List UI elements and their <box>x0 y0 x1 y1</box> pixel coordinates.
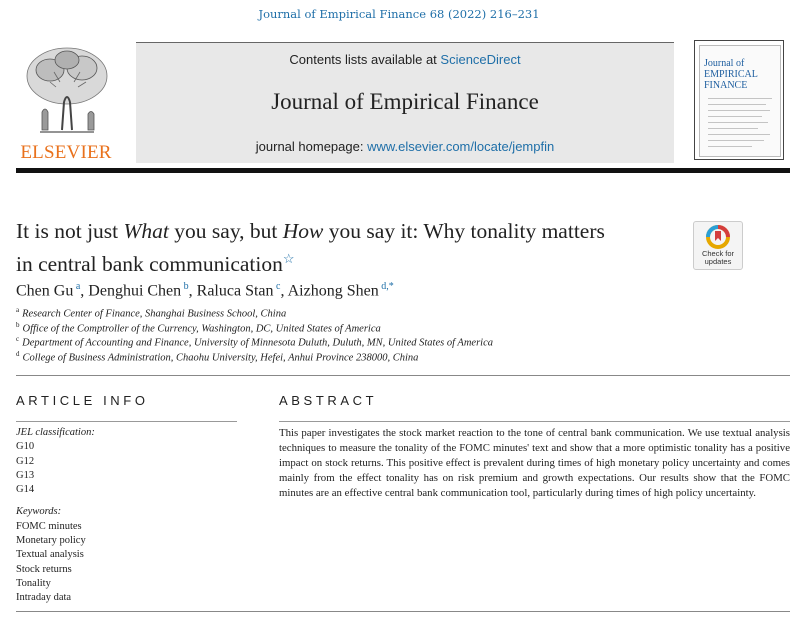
journal-title: Journal of Empirical Finance <box>271 89 539 114</box>
header-divider <box>16 168 790 173</box>
author-name: Aizhong Shen <box>287 282 379 300</box>
jel-code: G12 <box>16 455 35 467</box>
keyword: Stock returns <box>16 563 72 575</box>
keyword: Tonality <box>16 577 51 589</box>
article-info-heading: ARTICLE INFO <box>16 393 149 408</box>
keyword: FOMC minutes <box>16 520 82 532</box>
journal-banner <box>136 42 674 163</box>
elsevier-logo[interactable] <box>14 42 118 163</box>
keyword: Textual analysis <box>16 549 84 561</box>
keyword: Intraday data <box>16 592 72 604</box>
affiliation-list <box>16 306 493 364</box>
author-affil-link[interactable]: c <box>276 281 281 292</box>
author-affil-link[interactable]: b <box>183 281 189 292</box>
homepage-line <box>136 139 674 154</box>
abstract-rule <box>279 421 790 422</box>
cover-title: Journal of EMPIRICAL FINANCE <box>704 58 758 91</box>
article-title: It is not just What you say, but How you say it: Why tonality matters in central bank communication☆ <box>16 219 605 277</box>
affiliation-item: $^c$ Department of Accounting and Finance, University of Minnesota Duluth, Duluth, MN, United States of America <box>16 335 493 349</box>
author-name: Raluca Stan <box>196 282 274 300</box>
keywords-label: Keywords: <box>16 506 62 518</box>
abstract-text: This paper investigates the stock market reaction to the tone of central bank communication. We use textual analysis techniques to measure the tonality of the FOMC minutes' text and show that a more optimistic tonality has a positive impact on stock returns. This positive effect is prevalent during times of high monetary policy uncertainty and comes mainly from the effect tonality has on risk premium and growth expectations. Our results show that the FOMC minutes are an effective central bank communication tool, particularly during times of high policy uncertainty. <box>279 427 790 499</box>
title-footnote-star[interactable]: ☆ <box>282 251 295 266</box>
journal-cover-thumbnail[interactable] <box>694 40 784 160</box>
contents-line <box>136 52 674 67</box>
author-name: Chen Gu <box>16 282 74 300</box>
affiliation-item: $^a$ Research Center of Finance, Shanghai Business School, China <box>16 306 287 320</box>
contents-prefix: Contents lists available at <box>289 52 441 67</box>
check-updates-label: Check for updates <box>701 249 735 266</box>
elsevier-tree-icon <box>20 42 114 138</box>
sciencedirect-link[interactable]: ScienceDirect <box>440 52 521 67</box>
elsevier-wordmark: ELSEVIER <box>20 142 112 163</box>
author-affil-link[interactable]: d,* <box>381 281 394 292</box>
article-info-rule <box>16 421 237 422</box>
check-for-updates-badge[interactable] <box>693 221 743 270</box>
check-updates-icon <box>705 225 731 249</box>
article-info-panel <box>16 426 95 606</box>
jel-code: G14 <box>16 484 35 496</box>
affiliation-item: $^d$ College of Business Administration, Chaohu University, Hefei, Anhui Province 238000, China <box>16 349 419 363</box>
journal-citation[interactable]: Journal of Empirical Finance 68 (2022) 216–231 <box>258 7 540 21</box>
author-name: Denghui Chen <box>88 282 182 300</box>
homepage-prefix: journal homepage: <box>255 139 368 154</box>
affiliation-item: $^b$ Office of the Comptroller of the Currency, Washington, DC, United States of America <box>16 320 381 334</box>
jel-code: G13 <box>16 469 35 481</box>
bottom-divider <box>16 611 790 612</box>
jel-label: JEL classification: <box>16 427 95 438</box>
section-divider <box>16 375 790 376</box>
homepage-link[interactable]: www.elsevier.com/locate/jempfin <box>367 139 555 154</box>
author-affil-link[interactable]: a <box>75 281 81 292</box>
author-list: Chen Gu $^a$, Denghui Chen $^b$, Raluca Stan $^c$, Aizhong Shen $^{d,*}$ <box>16 281 394 300</box>
keyword: Monetary policy <box>16 535 86 547</box>
cover-page <box>699 45 781 157</box>
jel-code: G10 <box>16 441 35 453</box>
abstract-heading: ABSTRACT <box>279 393 378 408</box>
